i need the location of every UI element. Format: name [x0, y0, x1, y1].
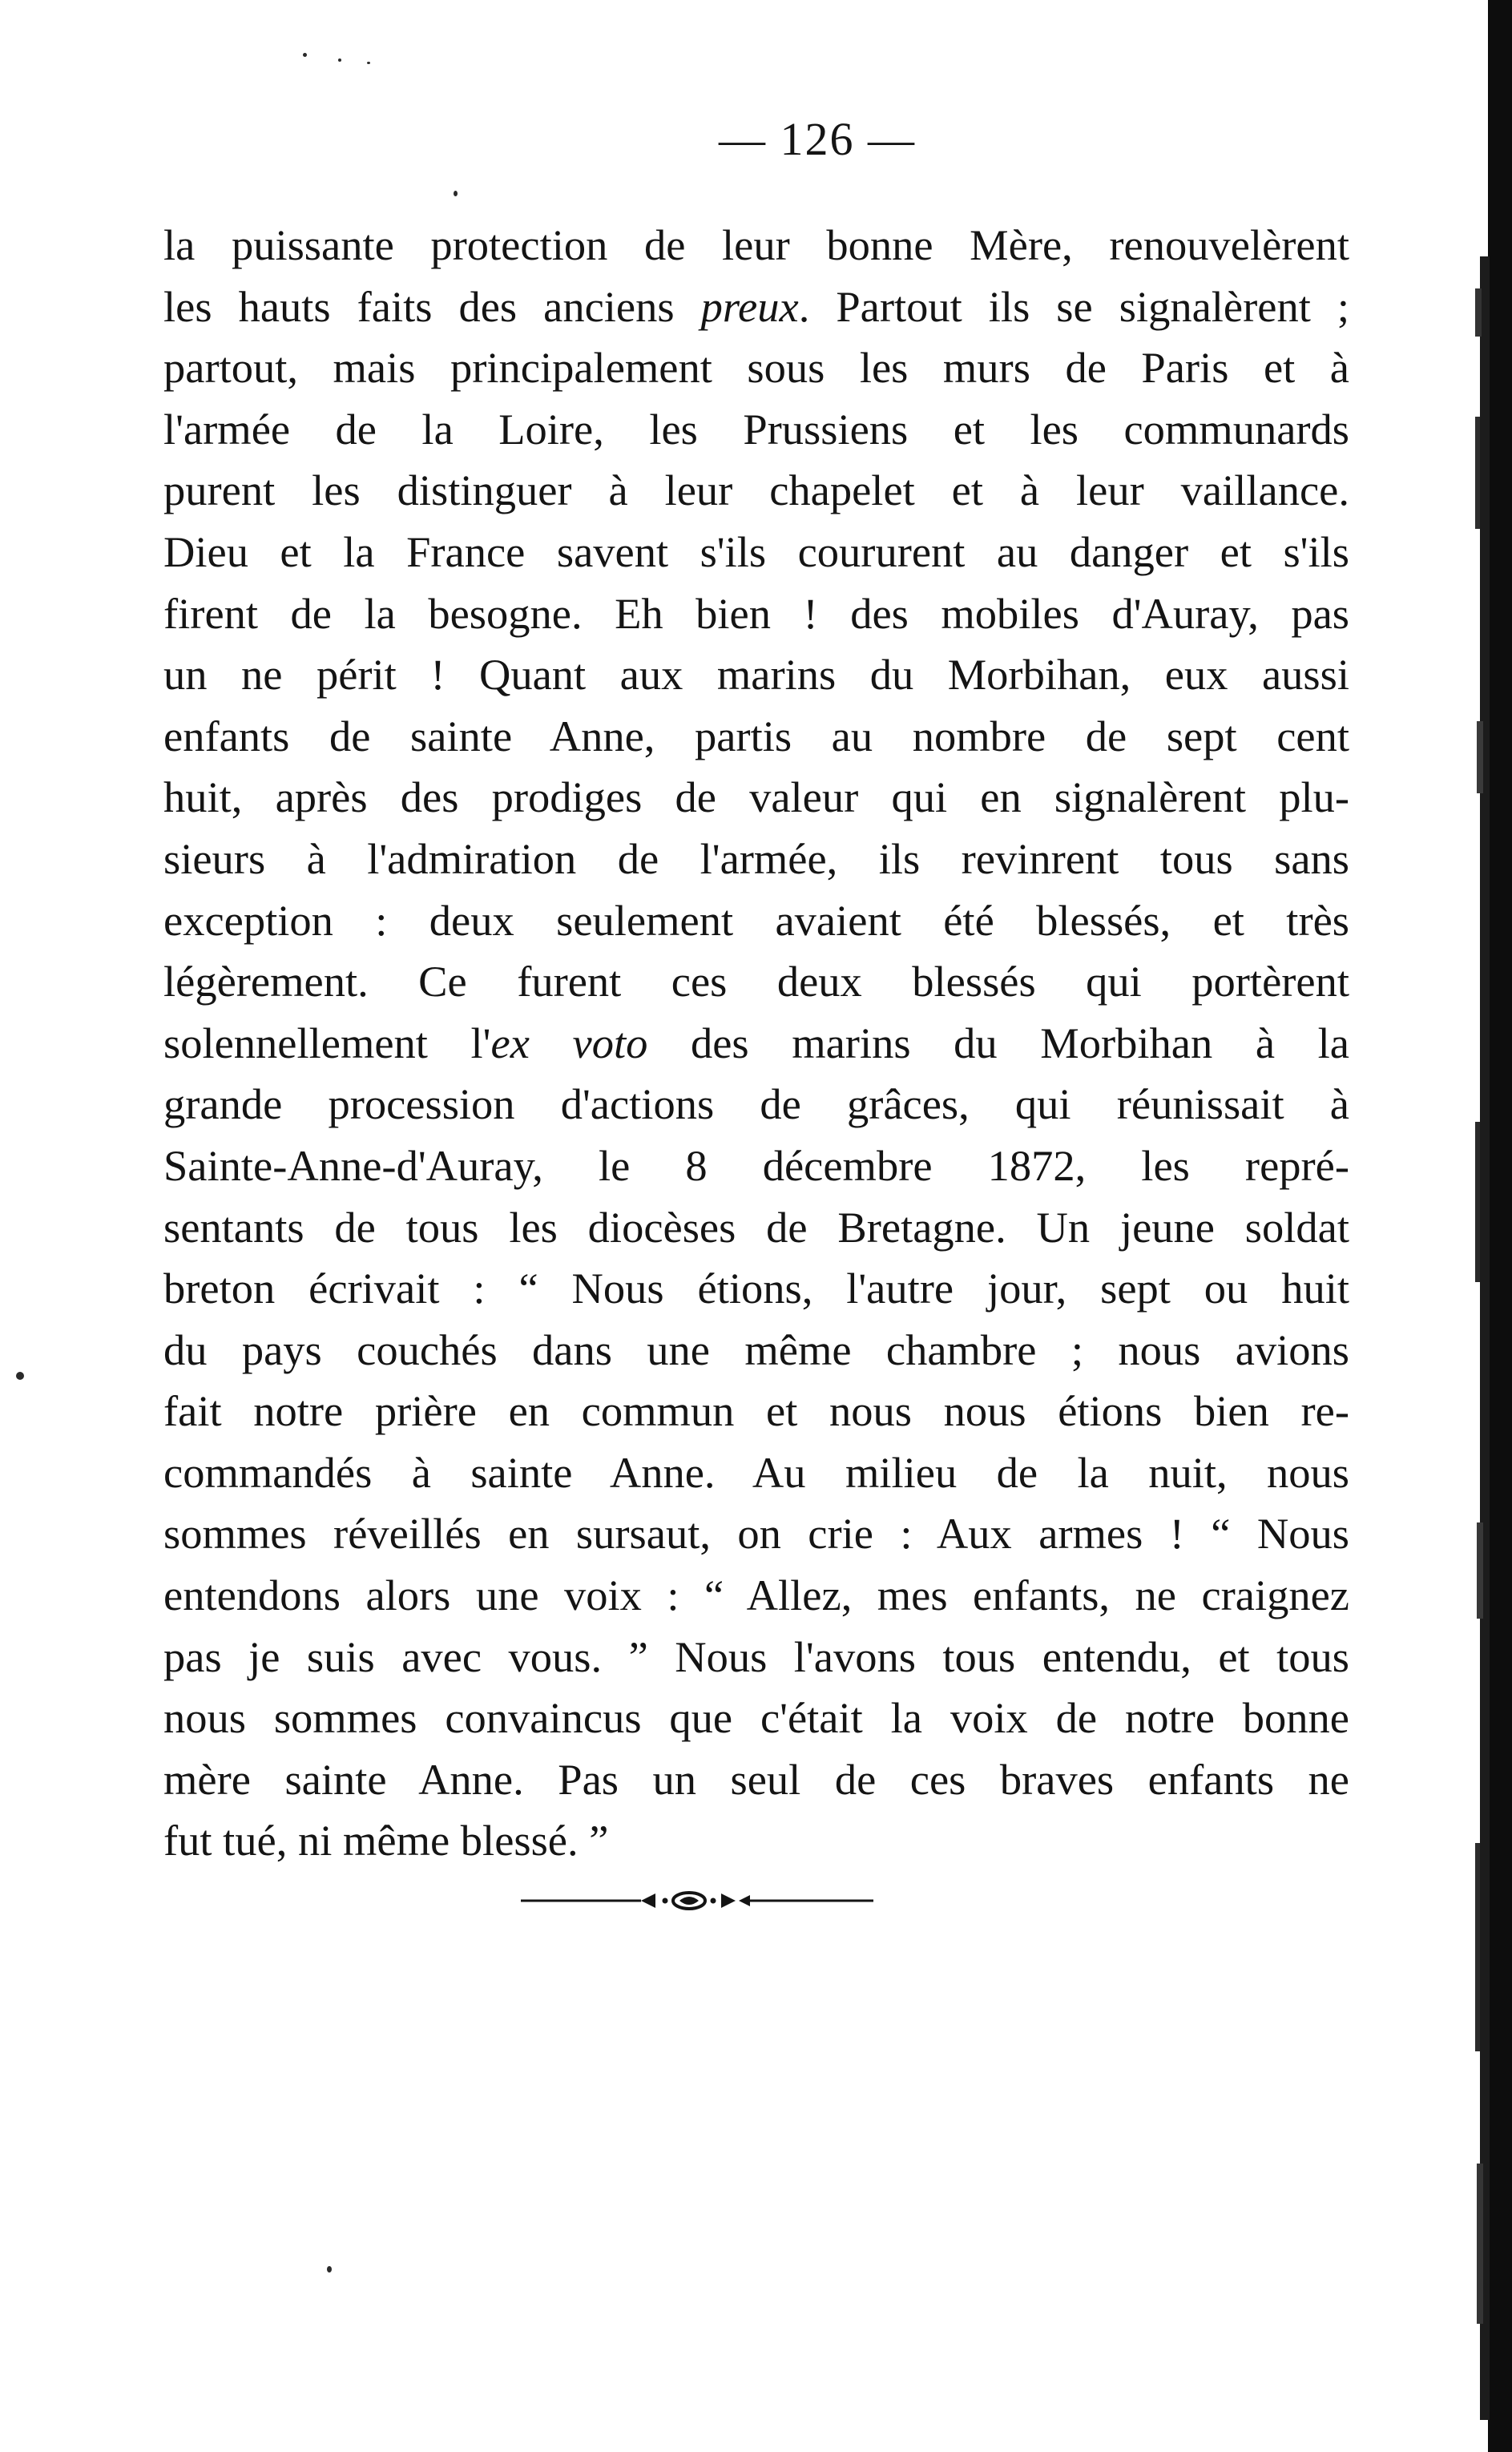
text-line: entendons alors une voix : “ Allez, mes enfants, ne craignez	[163, 1571, 1349, 1620]
text-line: mère sainte Anne. Pas un seul de ces braves enfants ne	[163, 1754, 1349, 1804]
text-line: sieurs à l'admiration de l'armée, ils revinrent tous sans	[163, 833, 1349, 883]
ink-speck	[367, 62, 370, 64]
text-line-part: solennellement l'	[163, 1018, 491, 1067]
italic-phrase-ex-voto: ex voto	[490, 1018, 648, 1067]
text-line: Dieu et la France savent s'ils coururent au danger et s'ils	[163, 526, 1349, 576]
text-line: sommes réveillés en sursaut, on crie : Aux armes ! “ Nous	[163, 1509, 1349, 1559]
text-line: purent les distinguer à leur chapelet et à leur vaillance.	[163, 466, 1349, 515]
text-line: du pays couchés dans une même chambre ; nous avions	[163, 1325, 1349, 1374]
italic-word-preux: preux	[700, 281, 799, 331]
text-line: Sainte-Anne-d'Auray, le 8 décembre 1872, les repré-	[163, 1140, 1349, 1190]
page-number: — 126 —	[719, 113, 916, 165]
text-line: commandés à sainte Anne. Au milieu de la nuit, nous	[163, 1447, 1349, 1497]
text-line: exception : deux seulement avaient été blessés, et très	[163, 895, 1349, 945]
text-line: pas je suis avec vous. ” Nous l'avons tous entendu, et tous	[163, 1631, 1349, 1681]
text-line	[163, 276, 1349, 338]
ink-speck	[303, 53, 307, 57]
text-line: breton écrivait : “ Nous étions, l'autre jour, sept ou huit	[163, 1264, 1349, 1313]
tailpiece-ornament-icon	[521, 1889, 873, 1913]
scanned-page-edge	[1475, 0, 1512, 2452]
text-line: enfants de sainte Anne, partis au nombre de sept cent	[163, 711, 1349, 760]
text-line: fut tué, ni même blessé. ”	[163, 1816, 609, 1865]
text-line: fait notre prière en commun et nous nous étions bien re-	[163, 1386, 1349, 1436]
text-line: nous sommes convaincus que c'était la voix de notre bonne	[163, 1693, 1349, 1743]
text-line: un ne périt ! Quant aux marins du Morbihan, eux aussi	[163, 650, 1349, 700]
text-line: l'armée de la Loire, les Prussiens et les communards	[163, 404, 1349, 454]
ink-speck	[16, 1372, 24, 1380]
text-line: sentants de tous les diocèses de Bretagne. Un jeune soldat	[163, 1202, 1349, 1252]
text-line	[163, 1013, 1349, 1075]
text-line: légèrement. Ce furent ces deux blessés qui portèrent	[163, 957, 1349, 1006]
text-line: partout, mais principalement sous les murs de Paris et à	[163, 343, 1349, 393]
ink-speck	[454, 191, 458, 196]
text-line: grande procession d'actions de grâces, qui réunissait à	[163, 1079, 1349, 1129]
body-text	[163, 215, 1349, 1872]
text-line: la puissante protection de leur bonne Mère, renouvelèrent	[163, 220, 1349, 269]
text-line-part: les hauts faits des anciens	[163, 281, 701, 331]
text-line-part: des marins du Morbihan à la	[647, 1018, 1349, 1067]
text-line: firent de la besogne. Eh bien ! des mobiles d'Auray, pas	[163, 588, 1349, 638]
text-line: huit, après des prodiges de valeur qui en signalèrent plu-	[163, 772, 1349, 822]
text-line-part: . Partout ils se signalèrent ;	[798, 281, 1349, 331]
ink-speck	[338, 58, 341, 62]
ink-speck	[327, 2266, 332, 2273]
